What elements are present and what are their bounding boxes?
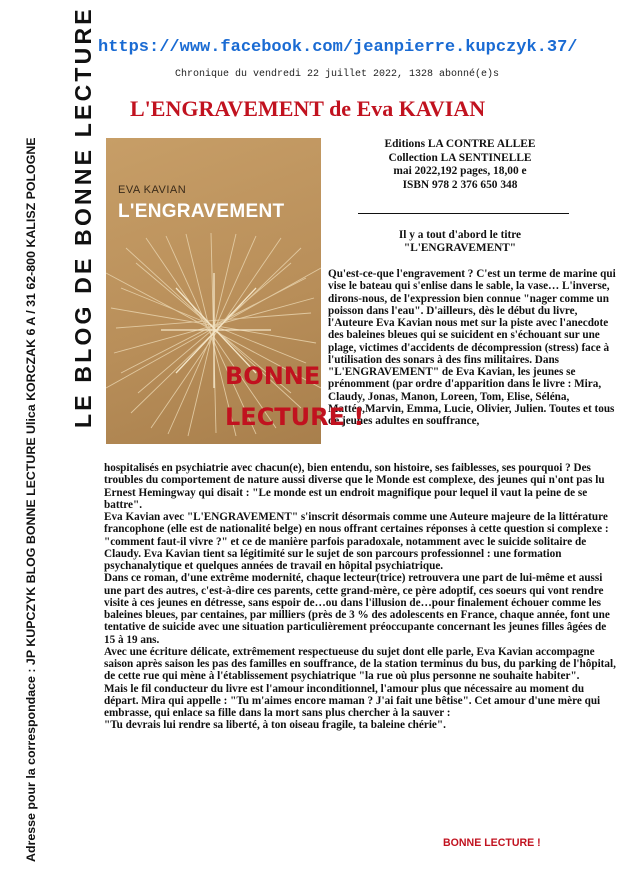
review-paragraph-4: Avec une écriture délicate, extrêmement respectueuse du sujet dont elle parle, Eva Kavian accompagne saison après saison les pas des familles en souffrance, de la station terminus du bus, du parking de l'hôpital, de cette rue qui mène à l'établissement psychiatrique "la rue où plus personne ne souhaite habiter". [104,645,616,683]
review-paragraph-3: Dans ce roman, d'une extrême modernité, chaque lecteur(trice) retrouvera une part de lui-même et aussi une part des autres, c'est-à-dire ces parents, cette grand-mère, ce père adoptif, ces soeurs qui vont rendre visite à ces jeunes en détresse, sans espoir de…ou dans l'illusion de…pour finalement échouer comme les baleines bleues, par centaines, par milliers (près de 3 % des adolescents en France, chaque année, font une tentative de suicide avec une situation particulièrement préoccupante concernant les jeunes filles âgées de 15 à 19 ans. [104,572,610,646]
signoff: BONNE LECTURE ! [443,837,541,849]
publication-details: mai 2022,192 pages, 18,00 e [393,165,527,178]
publication-info [340,138,580,192]
collection: Collection LA SENTINELLE [388,151,532,164]
blog-name: LE BLOG DE BONNE LECTURE [70,6,96,428]
review-quote: "Tu devrais lui rendre sa liberté, à ton oiseau fragile, ta baleine chérie". [104,719,446,732]
intro-line: Il y a tout d'abord le titre [398,229,522,241]
review-paragraph-5: Mais le fil conducteur du livre est l'amour inconditionnel, l'amour plus que nécessaire au moment du départ. Mira qui appelle : "Tu m'aimes encore maman ? J'ai fait une bêtise". Cet amour d'une mère qui embrasse, qui enlace sa fille dans la mort sans plus chercher à la sauver : [104,682,601,719]
title-intro [345,229,575,255]
stamp-line-2: LECTURE ! [225,403,365,431]
review-paragraph-1 [328,268,620,462]
page-title: L'ENGRAVEMENT de Eva KAVIAN [130,96,486,121]
stamp-line-1: BONNE [225,362,321,390]
cover-author: EVA KAVIAN [118,184,187,196]
isbn: ISBN 978 2 376 650 348 [402,178,518,191]
bonne-lecture-stamp [225,356,364,438]
review-text: Qu'est-ce-que l'engravement ? C'est un terme de marine qui vise le bateau qui s'enlise dans le sable, la vase… L'inverse, dirons-nous, de l'expression bien connue "nager comme un poisson dans l'eau". D'ailleurs, dès le début du livre, l'Auteure Eva Kavian nous met sur la piste avec l'anecdote des baleines bleues qui se suicident en s'échouant sur une plage, victimes d'accidents de décompression (stress) face à l'utilisation des sonars à des fins militaires. Dans "L'ENGRAVEMENT" de Eva Kavian, les jeunes se prénomment (par ordre d'apparition dans le livre : Mira, Claudy, Jonas, Manon, Loreen, Tom, Elise, Séléna, Mattéo,Marvin, Emma, Lucie, Olivier, Julien. Toutes et tous de jeunes adultes en souffrance, [328,268,616,427]
review-paragraph-2: Eva Kavian avec "L'ENGRAVEMENT" s'inscrit désormais comme une Auteure majeure de la littérature francophone (elle est de nationalité belge) en nous offrant certaines réponses à cette question si complexe : "comment faut-il vivre ?" et ce de manière parfois paradoxale, notamment avec le suicide solitaire de Claudy. Eva Kavian tient sa légitimité sur le sujet de son parcours professionnel : une formation psychanalytique et quelques années de travail en hôpital psychiatrique. [104,511,609,572]
correspondence-address: Adresse pour la correspondace : JP KUPCZYK BLOG BONNE LECTURE Ulica KORCZAK 6 A / 31 62-800 KALISZ POLOGNE [24,137,38,862]
cover-title: L'ENGRAVEMENT [118,201,285,222]
review-body [104,462,620,732]
chronicle-date: Chronique du vendredi 22 juillet 2022, 1328 abonné(e)s [175,69,500,80]
review-continuation: hospitalisés en psychiatrie avec chacun(e), bien entendu, son histoire, ses faiblesses, ses pourquoi ? Des troubles du comportement de nature aussi diverse que le Monde est complexe, des jeunes qui n'ont pas lu Ernest Hemingway qui disait : "Le monde est un endroit magnifique pour lequel il vaut la peine de se battre". [104,462,605,511]
publisher: Editions LA CONTRE ALLEE [384,138,536,150]
facebook-link[interactable]: https://www.facebook.com/jeanpierre.kupczyk.37/ [98,38,578,57]
intro-title: "L'ENGRAVEMENT" [403,242,517,255]
divider [358,213,569,214]
